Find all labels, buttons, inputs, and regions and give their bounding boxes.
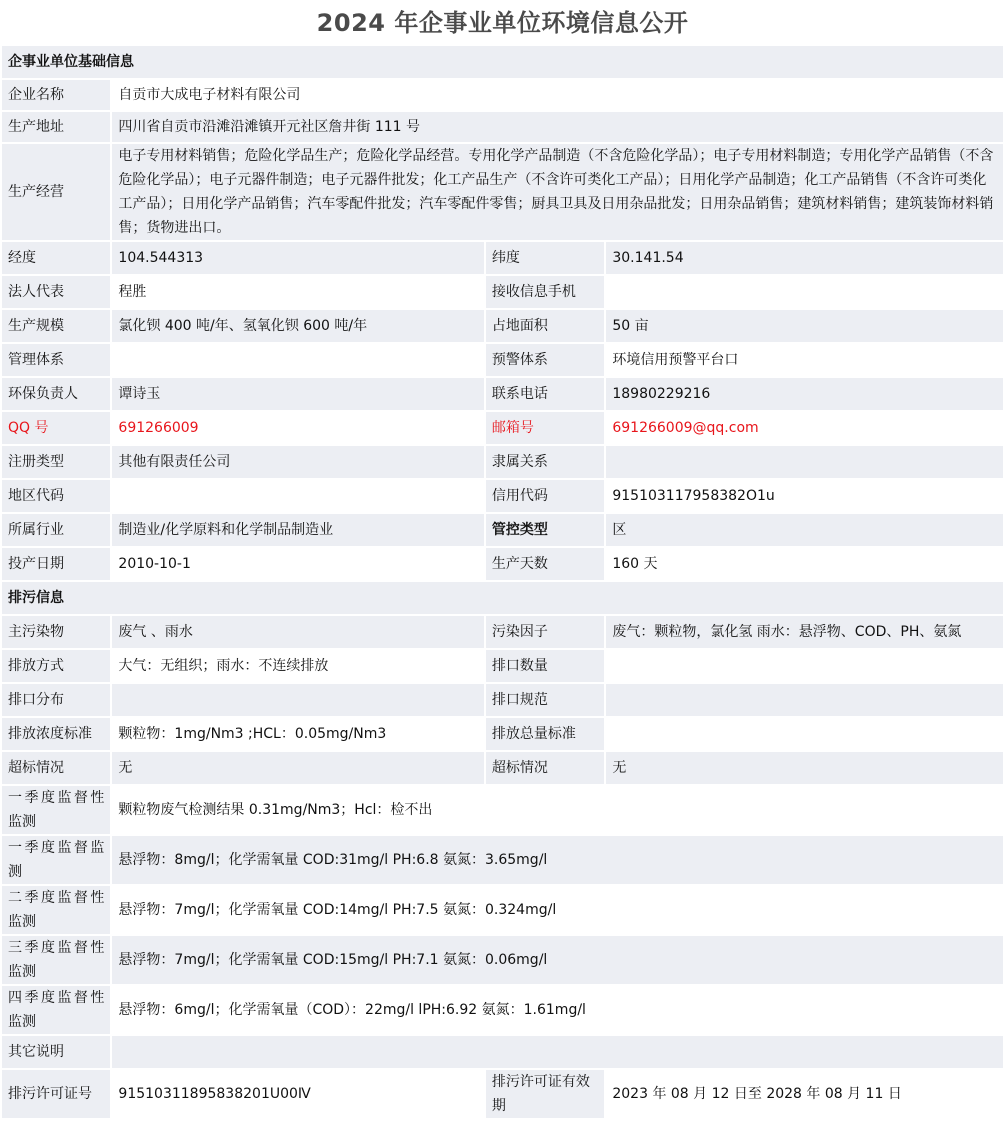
discharge-method-value: 大气：无组织；雨水：不连续排放 (112, 650, 483, 682)
credit-code-value: 915103117958382O1u (606, 480, 1003, 512)
monitoring-value: 悬浮物：7mg/l；化学需氧量 COD:15mg/l PH:7.1 氨氮：0.06mg/l (112, 936, 1003, 984)
monitoring-value: 悬浮物：6mg/l；化学需氧量（COD）：22mg/l lPH:6.92 氨氮：1.61mg/l (112, 986, 1003, 1034)
affiliation-label: 隶属关系 (486, 446, 604, 478)
exceed-label: 超标情况 (2, 752, 110, 784)
region-code-value (112, 480, 483, 512)
total-standard-value (606, 718, 1003, 750)
outlet-distribution-label: 排口分布 (2, 684, 110, 716)
outlet-distribution-value (112, 684, 483, 716)
env-officer-label: 环保负责人 (2, 378, 110, 410)
warning-system-value: 环境信用预警平台口 (606, 344, 1003, 376)
address-label: 生产地址 (2, 112, 110, 142)
reg-type-label: 注册类型 (2, 446, 110, 478)
industry-value: 制造业/化学原料和化学制品制造业 (112, 514, 483, 546)
exceed-value-2: 无 (606, 752, 1003, 784)
monitoring-label: 四季度监督性监测 (2, 986, 110, 1034)
info-phone-label: 接收信息手机 (486, 276, 604, 308)
main-pollutant-label: 主污染物 (2, 616, 110, 648)
permit-number-value: 91510311895838201U00Ⅳ (112, 1070, 483, 1118)
exceed-value: 无 (112, 752, 483, 784)
control-type-value: 区 (606, 514, 1003, 546)
reg-type-value: 其他有限责任公司 (112, 446, 483, 478)
email-value: 691266009@qq.com (606, 412, 1003, 444)
area-label: 占地面积 (486, 310, 604, 342)
monitoring-value: 颗粒物废气检测结果 0.31mg/Nm3；Hcl：检不出 (112, 786, 1003, 834)
affiliation-value (606, 446, 1003, 478)
monitoring-value: 悬浮物：8mg/l；化学需氧量 COD:31mg/l PH:6.8 氨氮：3.65mg/l (112, 836, 1003, 884)
section-discharge-info: 排污信息 (2, 582, 1003, 614)
permit-validity-value: 2023 年 08 月 12 日至 2028 年 08 月 11 日 (606, 1070, 1003, 1118)
qq-value: 691266009 (112, 412, 483, 444)
industry-label: 所属行业 (2, 514, 110, 546)
scale-label: 生产规模 (2, 310, 110, 342)
outlet-count-value (606, 650, 1003, 682)
latitude-value: 30.141.54 (606, 242, 1003, 274)
region-code-label: 地区代码 (2, 480, 110, 512)
permit-number-label: 排污许可证号 (2, 1070, 110, 1118)
info-phone-value (606, 276, 1003, 308)
permit-validity-label: 排污许可证有效期 (486, 1070, 604, 1118)
outlet-standard-label: 排口规范 (486, 684, 604, 716)
monitoring-value: 悬浮物：7mg/l；化学需氧量 COD:14mg/l PH:7.5 氨氮：0.324mg/l (112, 886, 1003, 934)
monitoring-label: 一季度监督性监测 (2, 786, 110, 834)
legal-rep-value: 程胜 (112, 276, 483, 308)
company-name-label: 企业名称 (2, 80, 110, 110)
env-officer-value: 谭诗玉 (112, 378, 483, 410)
start-date-label: 投产日期 (2, 548, 110, 580)
discharge-method-label: 排放方式 (2, 650, 110, 682)
longitude-value: 104.544313 (112, 242, 483, 274)
mgmt-system-value (112, 344, 483, 376)
area-value: 50 亩 (606, 310, 1003, 342)
latitude-label: 纬度 (486, 242, 604, 274)
other-notes-label: 其它说明 (2, 1036, 110, 1068)
outlet-count-label: 排口数量 (486, 650, 604, 682)
main-pollutant-value: 废气 、雨水 (112, 616, 483, 648)
address-value: 四川省自贡市沿滩沿滩镇开元社区詹井街 111 号 (112, 112, 1003, 142)
section-basic-info: 企事业单位基础信息 (2, 46, 1003, 78)
contact-phone-value: 18980229216 (606, 378, 1003, 410)
qq-label: QQ 号 (2, 412, 110, 444)
control-type-label: 管控类型 (486, 514, 604, 546)
scale-value: 氯化钡 400 吨/年、氢氧化钡 600 吨/年 (112, 310, 483, 342)
business-value: 电子专用材料销售；危险化学品生产；危险化学品经营。专用化学产品制造（不含危险化学品）；电子专用材料制造；专用化学产品销售（不含危险化学品）；电子元器件制造；电子元器件批发；化工产品生产（不含许可类化工产品）；日用化学产品制造；化工产品销售（不含许可类化工产品）；日用化学产品销售；汽车零配件批发；汽车零配件零售；厨具卫具及日用杂品批发；日用杂品销售；建筑材料销售；建筑装饰材料销售；货物进出口。 (112, 144, 1003, 240)
company-name-value: 自贡市大成电子材料有限公司 (112, 80, 1003, 110)
credit-code-label: 信用代码 (486, 480, 604, 512)
outlet-standard-value (606, 684, 1003, 716)
warning-system-label: 预警体系 (486, 344, 604, 376)
legal-rep-label: 法人代表 (2, 276, 110, 308)
page-title: 2024 年企事业单位环境信息公开 (2, 2, 1003, 44)
monitoring-label: 三季度监督性监测 (2, 936, 110, 984)
contact-phone-label: 联系电话 (486, 378, 604, 410)
monitoring-label: 二季度监督性监测 (2, 886, 110, 934)
concentration-standard-value: 颗粒物：1mg/Nm3 ;HCL：0.05mg/Nm3 (112, 718, 483, 750)
concentration-standard-label: 排放浓度标准 (2, 718, 110, 750)
email-label: 邮箱号 (486, 412, 604, 444)
total-standard-label: 排放总量标准 (486, 718, 604, 750)
other-notes-value (112, 1036, 1003, 1068)
business-label: 生产经营 (2, 144, 110, 240)
monitoring-label: 一季度监督监测 (2, 836, 110, 884)
production-days-label: 生产天数 (486, 548, 604, 580)
pollution-factor-value: 废气：颗粒物，氯化氢 雨水：悬浮物、COD、PH、氨氮 (606, 616, 1003, 648)
exceed-label-2: 超标情况 (486, 752, 604, 784)
pollution-factor-label: 污染因子 (486, 616, 604, 648)
longitude-label: 经度 (2, 242, 110, 274)
mgmt-system-label: 管理体系 (2, 344, 110, 376)
production-days-value: 160 天 (606, 548, 1003, 580)
start-date-value: 2010-10-1 (112, 548, 483, 580)
